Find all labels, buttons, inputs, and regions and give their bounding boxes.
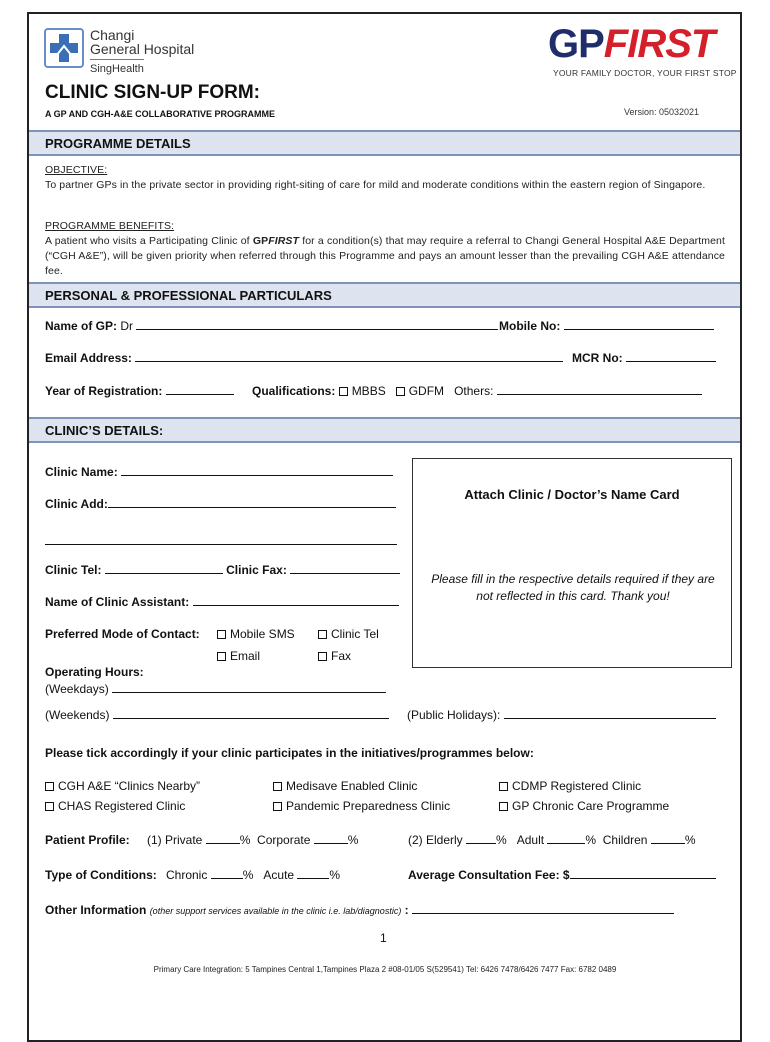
year-field[interactable]: [166, 384, 234, 395]
weekdays-field[interactable]: [112, 682, 386, 693]
contact-email-option: Email: [217, 649, 260, 663]
medisave-checkbox[interactable]: [273, 782, 282, 791]
other-info-field[interactable]: [412, 903, 674, 914]
initiative-chas: CHAS Registered Clinic: [45, 799, 185, 813]
mcr-row: MCR No:: [572, 351, 716, 365]
elderly-pct-field[interactable]: [466, 833, 496, 844]
chronic-pct-field[interactable]: [211, 868, 243, 879]
form-subtitle: A GP AND CGH-A&E COLLABORATIVE PROGRAMME: [45, 109, 276, 119]
objective-label: OBJECTIVE:: [45, 164, 108, 176]
consultation-fee-row: Average Consultation Fee: $: [408, 868, 716, 882]
contact-fax-option: Fax: [318, 649, 351, 663]
clinic-tel-field[interactable]: [105, 563, 223, 574]
cgh-logo-icon: [44, 28, 84, 68]
contact-tel-checkbox[interactable]: [318, 630, 327, 639]
email-row: Email Address:: [45, 351, 563, 365]
clinic-address-line2: [45, 532, 397, 550]
objective-block: [45, 163, 725, 193]
contact-sms-checkbox[interactable]: [217, 630, 226, 639]
clinic-name-row: Clinic Name:: [45, 465, 393, 479]
operating-hours-label: Operating Hours:: [45, 665, 144, 679]
clinic-name-field[interactable]: [121, 465, 393, 476]
corporate-pct-field[interactable]: [314, 833, 348, 844]
benefits-label: PROGRAMME BENEFITS:: [45, 220, 175, 232]
adult-pct-field[interactable]: [547, 833, 585, 844]
gpfirst-logo: GPFIRST: [548, 22, 715, 66]
gdfm-checkbox[interactable]: [396, 387, 405, 396]
initiative-pandemic: Pandemic Preparedness Clinic: [273, 799, 450, 813]
contact-email-checkbox[interactable]: [217, 652, 226, 661]
cgh-line1: Changi: [90, 27, 135, 43]
clinics-nearby-checkbox[interactable]: [45, 782, 54, 791]
contact-tel-option: Clinic Tel: [318, 627, 379, 641]
card-title: Attach Clinic / Doctor’s Name Card: [464, 487, 680, 502]
children-pct-field[interactable]: [651, 833, 685, 844]
contact-sms-option: Mobile SMS: [217, 627, 295, 641]
pandemic-checkbox[interactable]: [273, 802, 282, 811]
initiatives-prompt: Please tick accordingly if your clinic participates in the initiatives/programmes below:: [45, 746, 534, 760]
assistant-field[interactable]: [193, 595, 399, 606]
year-row: Year of Registration:: [45, 384, 234, 398]
cdmp-checkbox[interactable]: [499, 782, 508, 791]
gp-name-row: Name of GP: Dr: [45, 319, 498, 333]
card-note: Please fill in the respective details required if they are not reflected in this card. Thank you!: [431, 572, 715, 603]
name-card-attach-area[interactable]: [412, 458, 732, 668]
clinic-tel-row: Clinic Tel: Clinic Fax:: [45, 563, 400, 577]
weekends-field[interactable]: [113, 708, 389, 719]
holidays-field[interactable]: [504, 708, 716, 719]
gpfirst-tagline: YOUR FAMILY DOCTOR, YOUR FIRST STOP: [553, 68, 737, 78]
conditions-group: Chronic % Acute %: [166, 868, 341, 882]
private-pct-field[interactable]: [206, 833, 240, 844]
cgh-logo-text: [90, 28, 194, 76]
objective-text: To partner GPs in the private sector in providing right-siting of care for mild and moderate conditions within the eastern region of Singapore.: [45, 179, 706, 191]
contact-fax-checkbox[interactable]: [318, 652, 327, 661]
conditions-label: Type of Conditions:: [45, 868, 157, 882]
clinic-address-field-2[interactable]: [45, 534, 397, 545]
form-title: CLINIC SIGN-UP FORM:: [45, 82, 260, 103]
mobile-row: Mobile No:: [499, 319, 714, 333]
clinic-fax-field[interactable]: [290, 563, 400, 574]
weekdays-row: (Weekdays): [45, 682, 386, 696]
patient-profile-label: Patient Profile:: [45, 833, 130, 847]
others-qualification-field[interactable]: [497, 384, 702, 395]
assistant-row: Name of Clinic Assistant:: [45, 595, 399, 609]
gp-name-field[interactable]: [136, 319, 498, 330]
initiative-clinics-nearby: CGH A&E “Clinics Nearby”: [45, 779, 200, 793]
mcr-field[interactable]: [626, 351, 716, 362]
footer-address: Primary Care Integration: 5 Tampines Central 1,Tampines Plaza 2 #08-01/05 S(529541) Tel: 6426 7478/6426 7477 Fax: 6782 0489: [153, 965, 617, 974]
version-label: Version: 05032021: [624, 107, 700, 117]
consultation-fee-field[interactable]: [570, 868, 716, 879]
other-info-row: Other Information (other support services available in the clinic i.e. lab/diagnostic) :: [45, 903, 674, 917]
chas-checkbox[interactable]: [45, 802, 54, 811]
clinic-address-row: Clinic Add:: [45, 497, 396, 511]
section-programme-details: PROGRAMME DETAILS: [29, 130, 740, 156]
qualifications-row: Qualifications: MBBS GDFM Others:: [252, 384, 702, 398]
initiative-medisave: Medisave Enabled Clinic: [273, 779, 417, 793]
holidays-row: (Public Holidays):: [407, 708, 716, 722]
contact-mode-label: Preferred Mode of Contact:: [45, 627, 200, 641]
benefits-text: A patient who visits a Participating Clinic of GPFIRST for a condition(s) that may require a referral to Changi General Hospital A&E Department (“CGH A&E”), will be given priority when referred through this Programme and pays an amount lesser than the prevailing CGH A&E attendance fee.: [45, 235, 725, 277]
email-field[interactable]: [135, 351, 563, 362]
singhealth-label: SingHealth: [90, 59, 144, 76]
acute-pct-field[interactable]: [297, 868, 329, 879]
mobile-field[interactable]: [564, 319, 714, 330]
section-personal-particulars: PERSONAL & PROFESSIONAL PARTICULARS: [29, 282, 740, 308]
initiative-chronic-care: GP Chronic Care Programme: [499, 799, 669, 813]
benefits-block: [45, 219, 725, 279]
mbbs-checkbox[interactable]: [339, 387, 348, 396]
weekends-row: (Weekends): [45, 708, 389, 722]
page-number: 1: [380, 931, 387, 945]
cgh-line2: General Hospital: [90, 41, 195, 57]
profile-group1: (1) Private % Corporate %: [147, 833, 359, 847]
initiative-cdmp: CDMP Registered Clinic: [499, 779, 641, 793]
chronic-care-checkbox[interactable]: [499, 802, 508, 811]
profile-group2: (2) Elderly % Adult % Children %: [408, 833, 696, 847]
clinic-address-field[interactable]: [108, 497, 396, 508]
section-clinic-details: CLINIC’S DETAILS:: [29, 417, 740, 443]
